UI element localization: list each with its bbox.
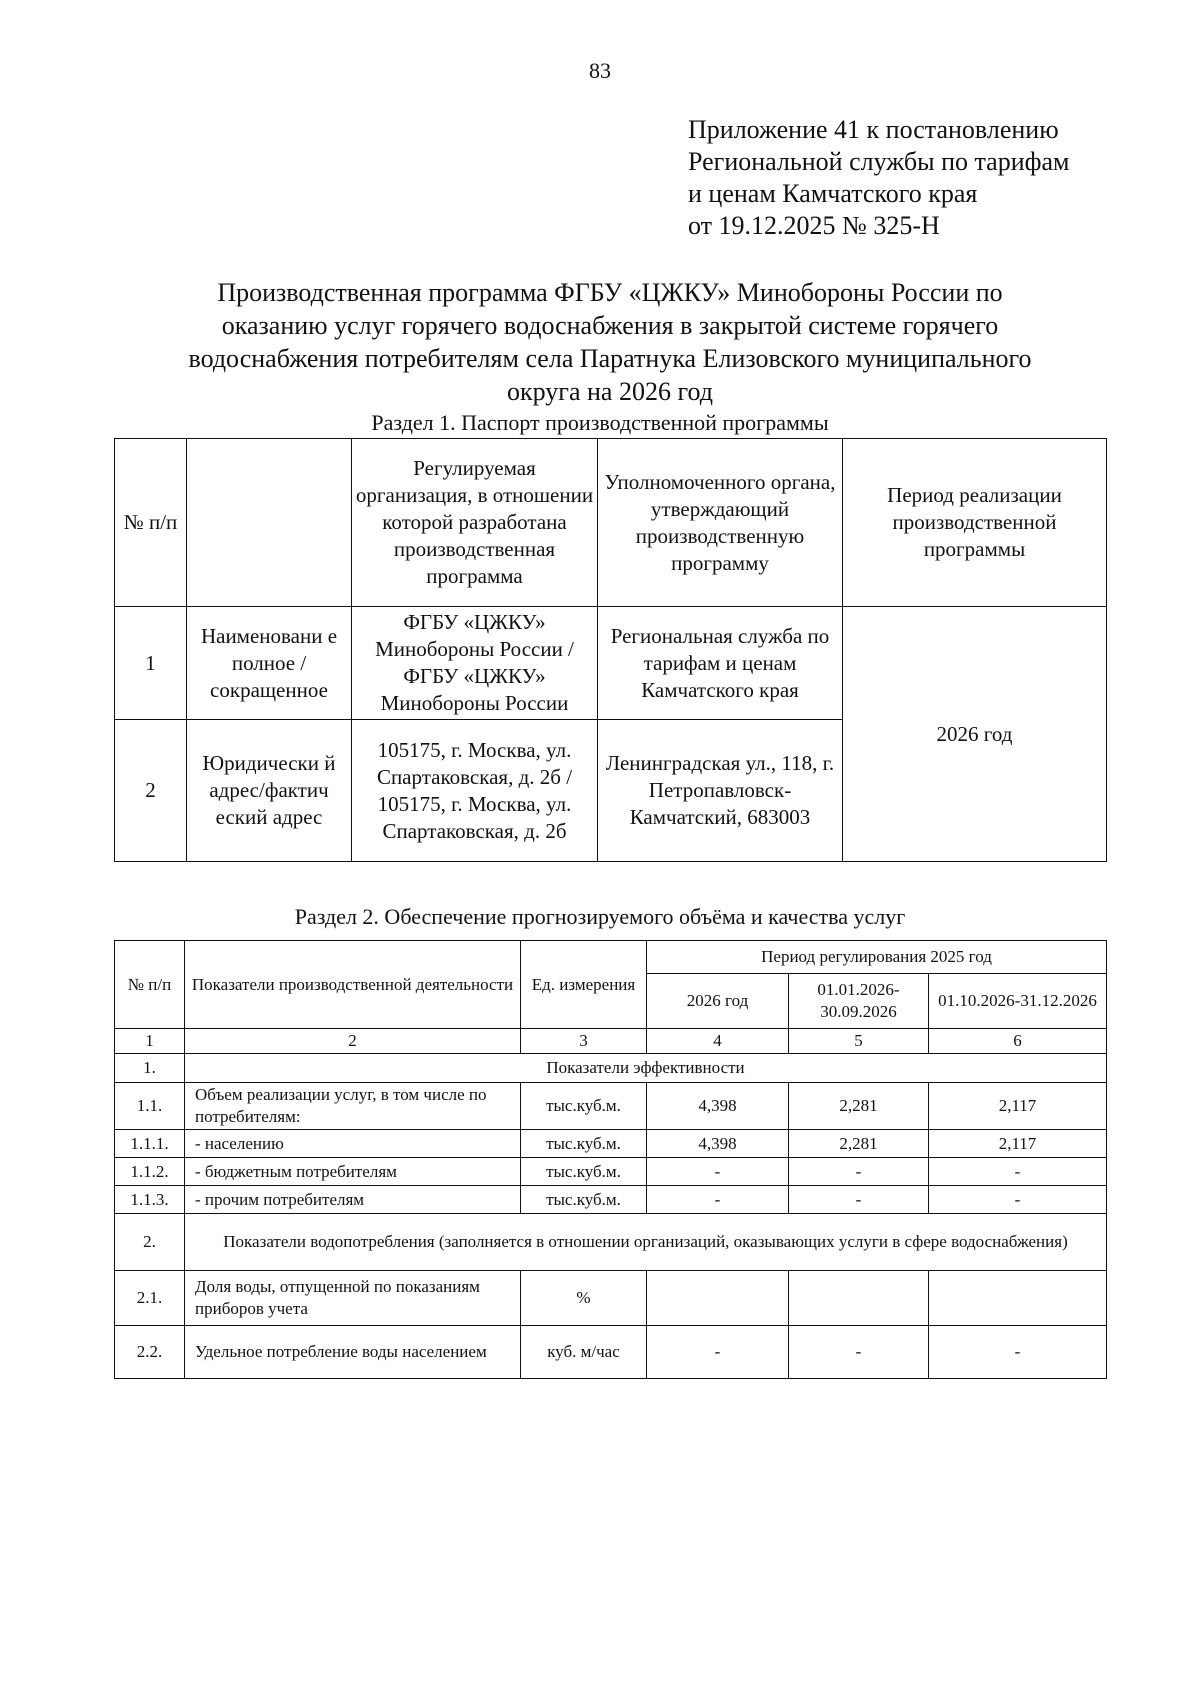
row-value: - bbox=[929, 1186, 1107, 1214]
row-label: Наименовани е полное / сокращенное bbox=[187, 607, 352, 720]
row-value: - bbox=[789, 1186, 929, 1214]
row-num: 1.1. bbox=[115, 1083, 185, 1130]
row-num: 2.2. bbox=[115, 1326, 185, 1379]
table-row bbox=[115, 1130, 1107, 1158]
header-regulated-org: Регулируемая организация, в отношении которой разработана производственная программа bbox=[352, 439, 598, 607]
row-name: Доля воды, отпущенной по показаниям приборов учета bbox=[185, 1271, 521, 1326]
row-num: 1 bbox=[115, 607, 187, 720]
row-num: 1.1.1. bbox=[115, 1130, 185, 1158]
row-name: Удельное потребление воды населением bbox=[185, 1326, 521, 1379]
header-num: № п/п bbox=[115, 941, 185, 1029]
row-value: 4,398 bbox=[647, 1083, 789, 1130]
page-number: 83 bbox=[589, 58, 611, 83]
row-num: 2 bbox=[115, 720, 187, 862]
table-header-row bbox=[115, 439, 1107, 607]
row-value: - bbox=[647, 1158, 789, 1186]
section-row bbox=[115, 1054, 1107, 1083]
annex-line: от 19.12.2025 № 325-Н bbox=[688, 211, 940, 240]
col-number: 4 bbox=[647, 1029, 789, 1054]
annex-line: Региональной службы по тарифам bbox=[688, 147, 1070, 176]
row-value bbox=[929, 1271, 1107, 1326]
row-num: 1.1.3. bbox=[115, 1186, 185, 1214]
annex-reference bbox=[688, 114, 1069, 242]
table-row bbox=[115, 1186, 1107, 1214]
period-value: 2026 год bbox=[843, 607, 1107, 862]
passport-table bbox=[114, 438, 1107, 862]
section-num: 2. bbox=[115, 1214, 185, 1271]
row-authority: Региональная служба по тарифам и ценам Камчатского края bbox=[598, 607, 843, 720]
title-line: округа на 2026 год bbox=[507, 377, 713, 406]
col-number: 5 bbox=[789, 1029, 929, 1054]
table-row bbox=[115, 1326, 1107, 1379]
row-num: 2.1. bbox=[115, 1271, 185, 1326]
row-value: - bbox=[647, 1186, 789, 1214]
table-row bbox=[115, 1271, 1107, 1326]
row-value: 2,117 bbox=[929, 1130, 1107, 1158]
header-col-h2: 01.10.2026-31.12.2026 bbox=[929, 974, 1107, 1029]
header-blank bbox=[187, 439, 352, 607]
row-value: 2,281 bbox=[789, 1130, 929, 1158]
row-name: Объем реализации услуг, в том числе по потребителям: bbox=[185, 1083, 521, 1130]
section2-title: Раздел 2. Обеспечение прогнозируемого объёма и качества услуг bbox=[294, 904, 906, 929]
row-unit: % bbox=[521, 1271, 647, 1326]
row-value: - bbox=[789, 1158, 929, 1186]
title-line: Производственная программа ФГБУ «ЦЖКУ» Минобороны России по bbox=[217, 278, 1003, 307]
document-title bbox=[110, 276, 1110, 408]
header-col-2026: 2026 год bbox=[647, 974, 789, 1029]
header-authority: Уполномоченного органа, утверждающий производственную программу bbox=[598, 439, 843, 607]
indicators-table bbox=[114, 940, 1107, 1379]
row-org: 105175, г. Москва, ул. Спартаковская, д. 2б / 105175, г. Москва, ул. Спартаковская, д. 2б bbox=[352, 720, 598, 862]
header-period-group: Период регулирования 2025 год bbox=[647, 941, 1107, 974]
row-label: Юридически й адрес/фактич еский адрес bbox=[187, 720, 352, 862]
row-value: - bbox=[929, 1158, 1107, 1186]
table-row bbox=[115, 1083, 1107, 1130]
col-number: 3 bbox=[521, 1029, 647, 1054]
row-value: - bbox=[929, 1326, 1107, 1379]
header-indicators: Показатели производственной деятельности bbox=[185, 941, 521, 1029]
row-value: - bbox=[789, 1326, 929, 1379]
row-value: 2,281 bbox=[789, 1083, 929, 1130]
col-number: 2 bbox=[185, 1029, 521, 1054]
row-authority: Ленинградская ул., 118, г. Петропавловск-Камчатский, 683003 bbox=[598, 720, 843, 862]
row-unit: тыс.куб.м. bbox=[521, 1158, 647, 1186]
table-header-row bbox=[115, 941, 1107, 974]
row-value: - bbox=[647, 1326, 789, 1379]
section-label: Показатели водопотребления (заполняется в отношении организаций, оказывающих услуги в сфере водоснабжения) bbox=[185, 1214, 1107, 1271]
header-col-h1: 01.01.2026-30.09.2026 bbox=[789, 974, 929, 1029]
table-row bbox=[115, 607, 1107, 720]
header-num: № п/п bbox=[115, 439, 187, 607]
row-name: - населению bbox=[185, 1130, 521, 1158]
row-value: 2,117 bbox=[929, 1083, 1107, 1130]
header-period: Период реализации производственной программы bbox=[843, 439, 1107, 607]
col-number: 1 bbox=[115, 1029, 185, 1054]
row-unit: куб. м/час bbox=[521, 1326, 647, 1379]
title-line: водоснабжения потребителям села Паратнука Елизовского муниципального bbox=[188, 344, 1032, 373]
section-row bbox=[115, 1214, 1107, 1271]
row-value bbox=[647, 1271, 789, 1326]
section1-title: Раздел 1. Паспорт производственной программы bbox=[371, 410, 829, 435]
header-unit: Ед. измерения bbox=[521, 941, 647, 1029]
row-num: 1.1.2. bbox=[115, 1158, 185, 1186]
column-number-row bbox=[115, 1029, 1107, 1054]
row-org: ФГБУ «ЦЖКУ» Минобороны России / ФГБУ «ЦЖКУ» Минобороны России bbox=[352, 607, 598, 720]
row-unit: тыс.куб.м. bbox=[521, 1130, 647, 1158]
section-label: Показатели эффективности bbox=[185, 1054, 1107, 1083]
row-unit: тыс.куб.м. bbox=[521, 1083, 647, 1130]
row-unit: тыс.куб.м. bbox=[521, 1186, 647, 1214]
row-value: 4,398 bbox=[647, 1130, 789, 1158]
annex-line: и ценам Камчатского края bbox=[688, 179, 978, 208]
title-line: оказанию услуг горячего водоснабжения в закрытой системе горячего bbox=[221, 311, 999, 340]
col-number: 6 bbox=[929, 1029, 1107, 1054]
table-row bbox=[115, 1158, 1107, 1186]
row-name: - бюджетным потребителям bbox=[185, 1158, 521, 1186]
row-name: - прочим потребителям bbox=[185, 1186, 521, 1214]
annex-line: Приложение 41 к постановлению bbox=[688, 115, 1059, 144]
section-num: 1. bbox=[115, 1054, 185, 1083]
row-value bbox=[789, 1271, 929, 1326]
